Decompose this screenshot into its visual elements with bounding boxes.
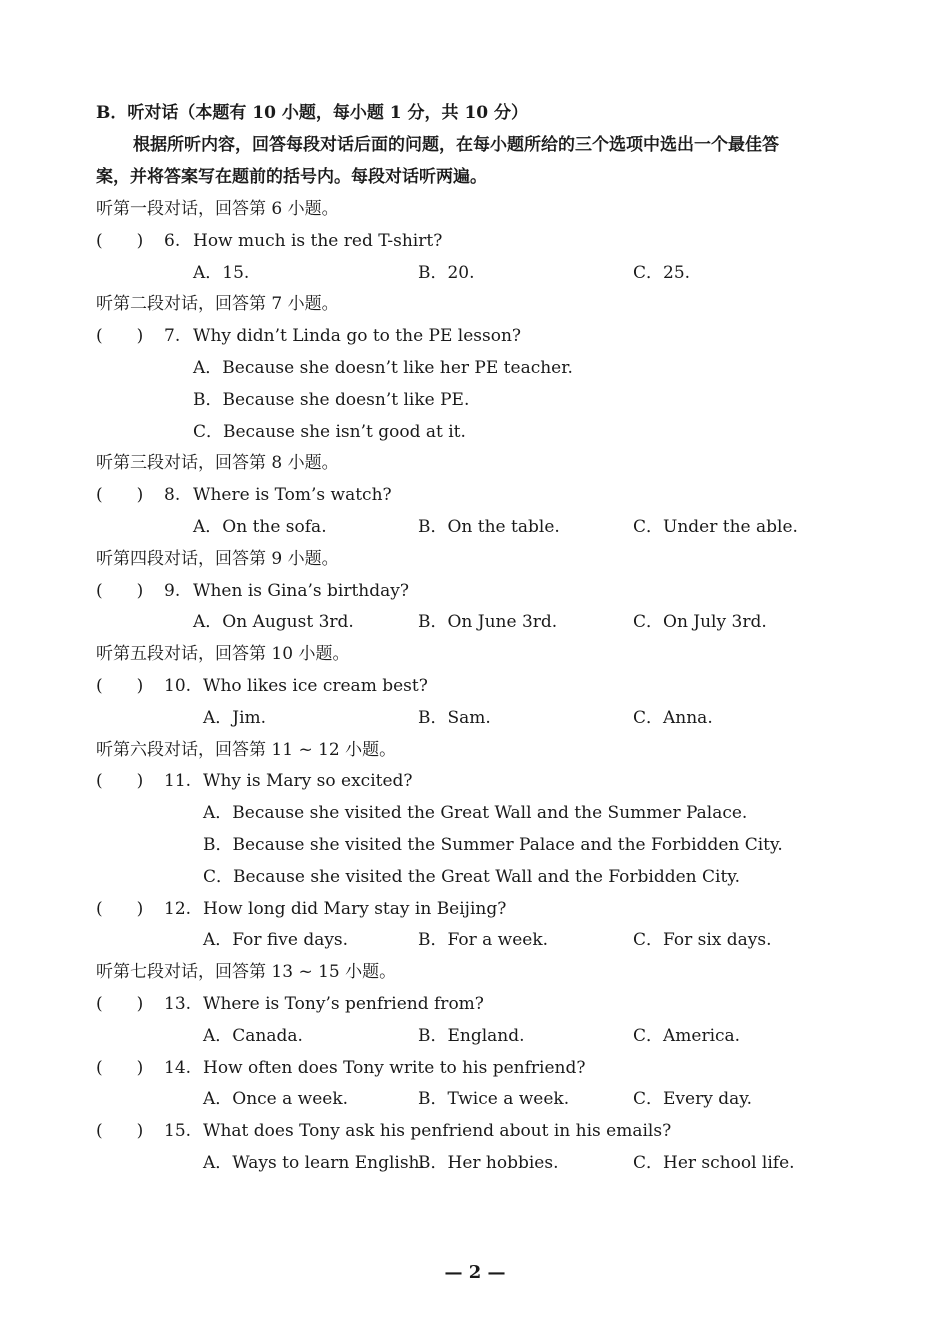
option-a[interactable]: A．On August 3rd.: [193, 612, 354, 632]
section-title: B．听对话（本题有 10 小题，每小题 1 分，共 10 分）: [96, 103, 529, 123]
question-text: How much is the red T-shirt?: [193, 231, 443, 251]
answer-bracket[interactable]: ( ): [96, 231, 144, 251]
dialogue-intro-row: [0, 957, 950, 987]
option-b[interactable]: B．Because she doesn’t like PE.: [193, 390, 470, 410]
options-row: [0, 258, 950, 288]
question-number: 7.: [164, 326, 181, 346]
option-b[interactable]: B．Because she visited the Summer Palace and the Forbidden City.: [203, 835, 783, 855]
option-c[interactable]: C．For six days.: [633, 930, 772, 950]
option-a[interactable]: A．Jim.: [203, 708, 267, 728]
question-number: 10.: [164, 676, 192, 696]
answer-bracket[interactable]: ( ): [96, 899, 144, 919]
answer-bracket[interactable]: ( ): [96, 326, 144, 346]
question-number: 9.: [164, 581, 181, 601]
option-c[interactable]: C．Anna.: [633, 708, 713, 728]
instruction-text: 根据所听内容，回答每段对话后面的问题，在每小题所给的三个选项中选出一个最佳答: [133, 135, 779, 155]
dialogue-intro-row: [0, 639, 950, 669]
dialogue-intro-row: [0, 544, 950, 574]
option-b[interactable]: B．Sam.: [418, 708, 491, 728]
answer-bracket[interactable]: ( ): [96, 581, 144, 601]
section-title-row: [0, 98, 950, 128]
instruction-text: 案，并将答案写在题前的括号内。每段对话听两遍。: [96, 167, 487, 187]
option-b[interactable]: B．On the table.: [418, 517, 560, 537]
option-a[interactable]: A．On the sofa.: [193, 517, 327, 537]
dialogue-intro: 听第三段对话，回答第 8 小题。: [96, 453, 339, 473]
question-row: [0, 671, 950, 701]
option-b[interactable]: B．Twice a week.: [418, 1089, 570, 1109]
question-row: [0, 226, 950, 256]
option-b[interactable]: B．Her hobbies.: [418, 1153, 559, 1173]
question-row: [0, 576, 950, 606]
dialogue-intro: 听第六段对话，回答第 11 ~ 12 小题。: [96, 740, 397, 760]
question-number: 11.: [164, 771, 192, 791]
dialogue-intro-row: [0, 289, 950, 319]
question-row: [0, 766, 950, 796]
question-row: [0, 480, 950, 510]
option-a[interactable]: A．Because she visited the Great Wall and the Summer Palace.: [203, 803, 748, 823]
option-c[interactable]: C．Under the able.: [633, 517, 798, 537]
option-c[interactable]: C．Every day.: [633, 1089, 752, 1109]
option-c[interactable]: C．Because she visited the Great Wall and the Forbidden City.: [203, 867, 741, 887]
option-row: [0, 798, 950, 828]
dialogue-intro: 听第一段对话，回答第 6 小题。: [96, 199, 339, 219]
question-text: When is Gina’s birthday?: [193, 581, 409, 601]
dialogue-intro-row: [0, 194, 950, 224]
option-c[interactable]: C．Because she isn’t good at it.: [193, 422, 466, 442]
answer-bracket[interactable]: ( ): [96, 1058, 144, 1078]
option-row: [0, 417, 950, 447]
answer-bracket[interactable]: ( ): [96, 676, 144, 696]
option-a[interactable]: A．Canada.: [203, 1026, 303, 1046]
question-row: [0, 989, 950, 1019]
question-row: [0, 1053, 950, 1083]
option-c[interactable]: C．Her school life.: [633, 1153, 795, 1173]
options-row: [0, 703, 950, 733]
dialogue-intro: 听第七段对话，回答第 13 ~ 15 小题。: [96, 962, 397, 982]
options-row: [0, 1021, 950, 1051]
options-row: [0, 1148, 950, 1178]
answer-bracket[interactable]: ( ): [96, 485, 144, 505]
option-row: [0, 385, 950, 415]
options-row: [0, 925, 950, 955]
dialogue-intro: 听第五段对话，回答第 10 小题。: [96, 644, 350, 664]
question-number: 15.: [164, 1121, 192, 1141]
question-text: Where is Tony’s penfriend from?: [203, 994, 484, 1014]
options-row: [0, 512, 950, 542]
question-number: 12.: [164, 899, 192, 919]
question-text: Who likes ice cream best?: [203, 676, 428, 696]
option-a[interactable]: A．Because she doesn’t like her PE teacher.: [193, 358, 573, 378]
option-c[interactable]: C．25.: [633, 263, 691, 283]
question-text: Where is Tom’s watch?: [193, 485, 392, 505]
option-b[interactable]: B．For a week.: [418, 930, 549, 950]
question-text: Why didn’t Linda go to the PE lesson?: [193, 326, 522, 346]
options-row: [0, 607, 950, 637]
dialogue-intro-row: [0, 448, 950, 478]
option-c[interactable]: C．On July 3rd.: [633, 612, 767, 632]
question-text: Why is Mary so excited?: [203, 771, 413, 791]
option-b[interactable]: B．20.: [418, 263, 475, 283]
instruction-row-2: [0, 162, 950, 192]
option-c[interactable]: C．America.: [633, 1026, 741, 1046]
instruction-row-1: [0, 130, 950, 160]
question-number: 13.: [164, 994, 192, 1014]
option-a[interactable]: A．15.: [193, 263, 250, 283]
answer-bracket[interactable]: ( ): [96, 994, 144, 1014]
question-row: [0, 321, 950, 351]
question-number: 6.: [164, 231, 181, 251]
page-number: — 2 —: [444, 1262, 506, 1283]
option-b[interactable]: B．On June 3rd.: [418, 612, 558, 632]
option-b[interactable]: B．England.: [418, 1026, 525, 1046]
option-a[interactable]: A．Once a week.: [203, 1089, 349, 1109]
question-number: 14.: [164, 1058, 192, 1078]
answer-bracket[interactable]: ( ): [96, 771, 144, 791]
question-text: What does Tony ask his penfriend about in his emails?: [203, 1121, 672, 1141]
answer-bracket[interactable]: ( ): [96, 1121, 144, 1141]
question-number: 8.: [164, 485, 181, 505]
option-a[interactable]: A．For five days.: [203, 930, 349, 950]
dialogue-intro-row: [0, 735, 950, 765]
option-row: [0, 830, 950, 860]
option-a[interactable]: A．Ways to learn English.: [203, 1153, 425, 1173]
options-row: [0, 1084, 950, 1114]
option-row: [0, 353, 950, 383]
dialogue-intro: 听第四段对话，回答第 9 小题。: [96, 549, 339, 569]
dialogue-intro: 听第二段对话，回答第 7 小题。: [96, 294, 339, 314]
question-text: How long did Mary stay in Beijing?: [203, 899, 507, 919]
question-text: How often does Tony write to his penfriend?: [203, 1058, 586, 1078]
question-row: [0, 894, 950, 924]
option-row: [0, 862, 950, 892]
question-row: [0, 1116, 950, 1146]
